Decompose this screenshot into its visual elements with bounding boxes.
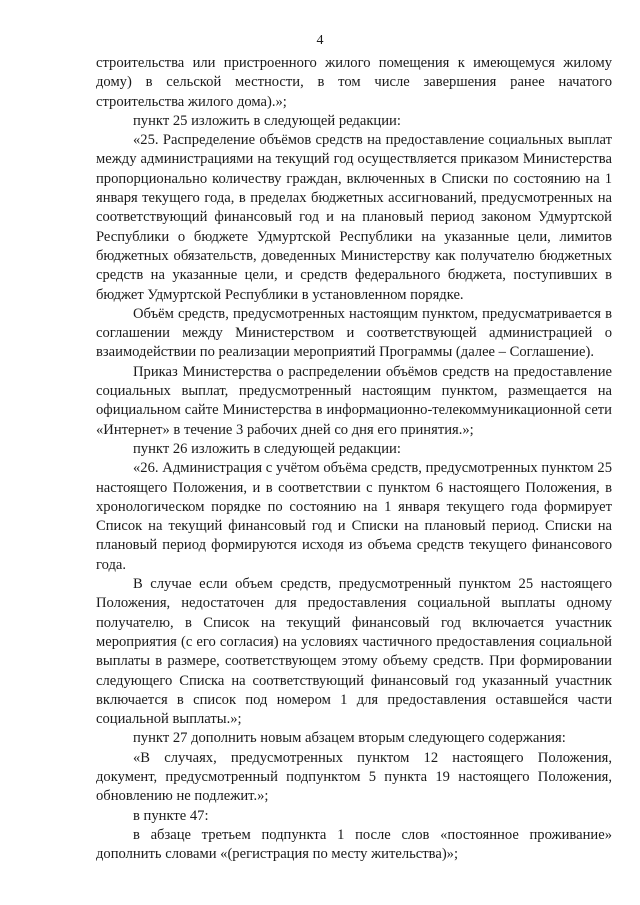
document-body xyxy=(96,54,612,864)
paragraph-item-47-instruction: в пункте 47: xyxy=(133,807,209,824)
paragraph-insufficient-funds: В случае если объем средств, предусмотренный пунктом 25 настоящего Положения, недостаточен для предоставления социальной выплаты одному получателю, в Список на текущий финансовый год включается участник мероприятия (с его согласия) на условиях частичного предоставления социальной выплаты в размере, соответствующем этому объему средств. При формировании следующего Списка на соответствующий финансовый год указанный участник включается в список под номером 1 для предоставления оставшейся части социальной выплаты.»; xyxy=(96,576,612,728)
page-number: 4 xyxy=(316,33,324,48)
paragraph-order-publication: Приказ Министерства о распределении объёмов средств на предоставление социальных выплат, предусмотренный настоящим пунктом, размещается на официальном сайте Министерства в информационно-телекоммуникационной сети «Интернет» в течение 3 рабочих дней со дня его принятия.»; xyxy=(96,363,612,438)
paragraph-item-27-instruction: пункт 27 дополнить новым абзацем вторым следующего содержания: xyxy=(133,730,566,747)
paragraph-item-26-instruction: пункт 26 изложить в следующей редакции: xyxy=(133,440,401,457)
paragraph-funding-agreement: Объём средств, предусмотренных настоящим пунктом, предусматривается в соглашении между Министерством и соответствующей администрацией о взаимодействии по реализации мероприятий Программы (далее – Соглашение). xyxy=(96,305,612,361)
paragraph-item-47-change: в абзаце третьем подпункта 1 после слов «постоянное проживание» дополнить словами «(регистрация по месту жительства)»; xyxy=(96,826,612,863)
paragraph-item-25-instruction: пункт 25 изложить в следующей редакции: xyxy=(133,112,401,129)
paragraph-continuation: строительства или пристроенного жилого помещения к имеющемуся жилому дому) в сельской местности, в том числе завершения ранее начатого строительства жилого дома).»; xyxy=(96,55,612,110)
paragraph-item-26-text: «26. Администрация с учётом объёма средств, предусмотренных пунктом 25 настоящего Положения, и в соответствии с пунктом 6 настоящего Положения, в хронологическом порядке по состоянию на 1 января текущего года формирует Список на текущий финансовый год и Списки на плановый период. Списки на плановый период формируются исходя из объема средств текущего финансового года. xyxy=(96,460,612,573)
paragraph-item-27-text: «В случаях, предусмотренных пунктом 12 настоящего Положения, документ, предусмотренный подпунктом 5 пункта 19 настоящего Положения, обновлению не подлежит.»; xyxy=(96,749,612,805)
paragraph-item-25-text: «25. Распределение объёмов средств на предоставление социальных выплат между администрациями на текущий год осуществляется приказом Министерства пропорционально количеству граждан, включенных в Списки по состоянию на 1 января текущего года, в пределах бюджетных ассигнований, предусмотренных на соответствующий финансовый год и на плановый период законом Удмуртской Республики о бюджете Удмуртской Республики на указанные цели, лимитов бюджетных обязательств, доведенных Министерству как получателю бюджетных средств на указанные цели, и средств федерального бюджета, поступивших в бюджет Удмуртской Республики в установленном порядке. xyxy=(96,132,612,303)
